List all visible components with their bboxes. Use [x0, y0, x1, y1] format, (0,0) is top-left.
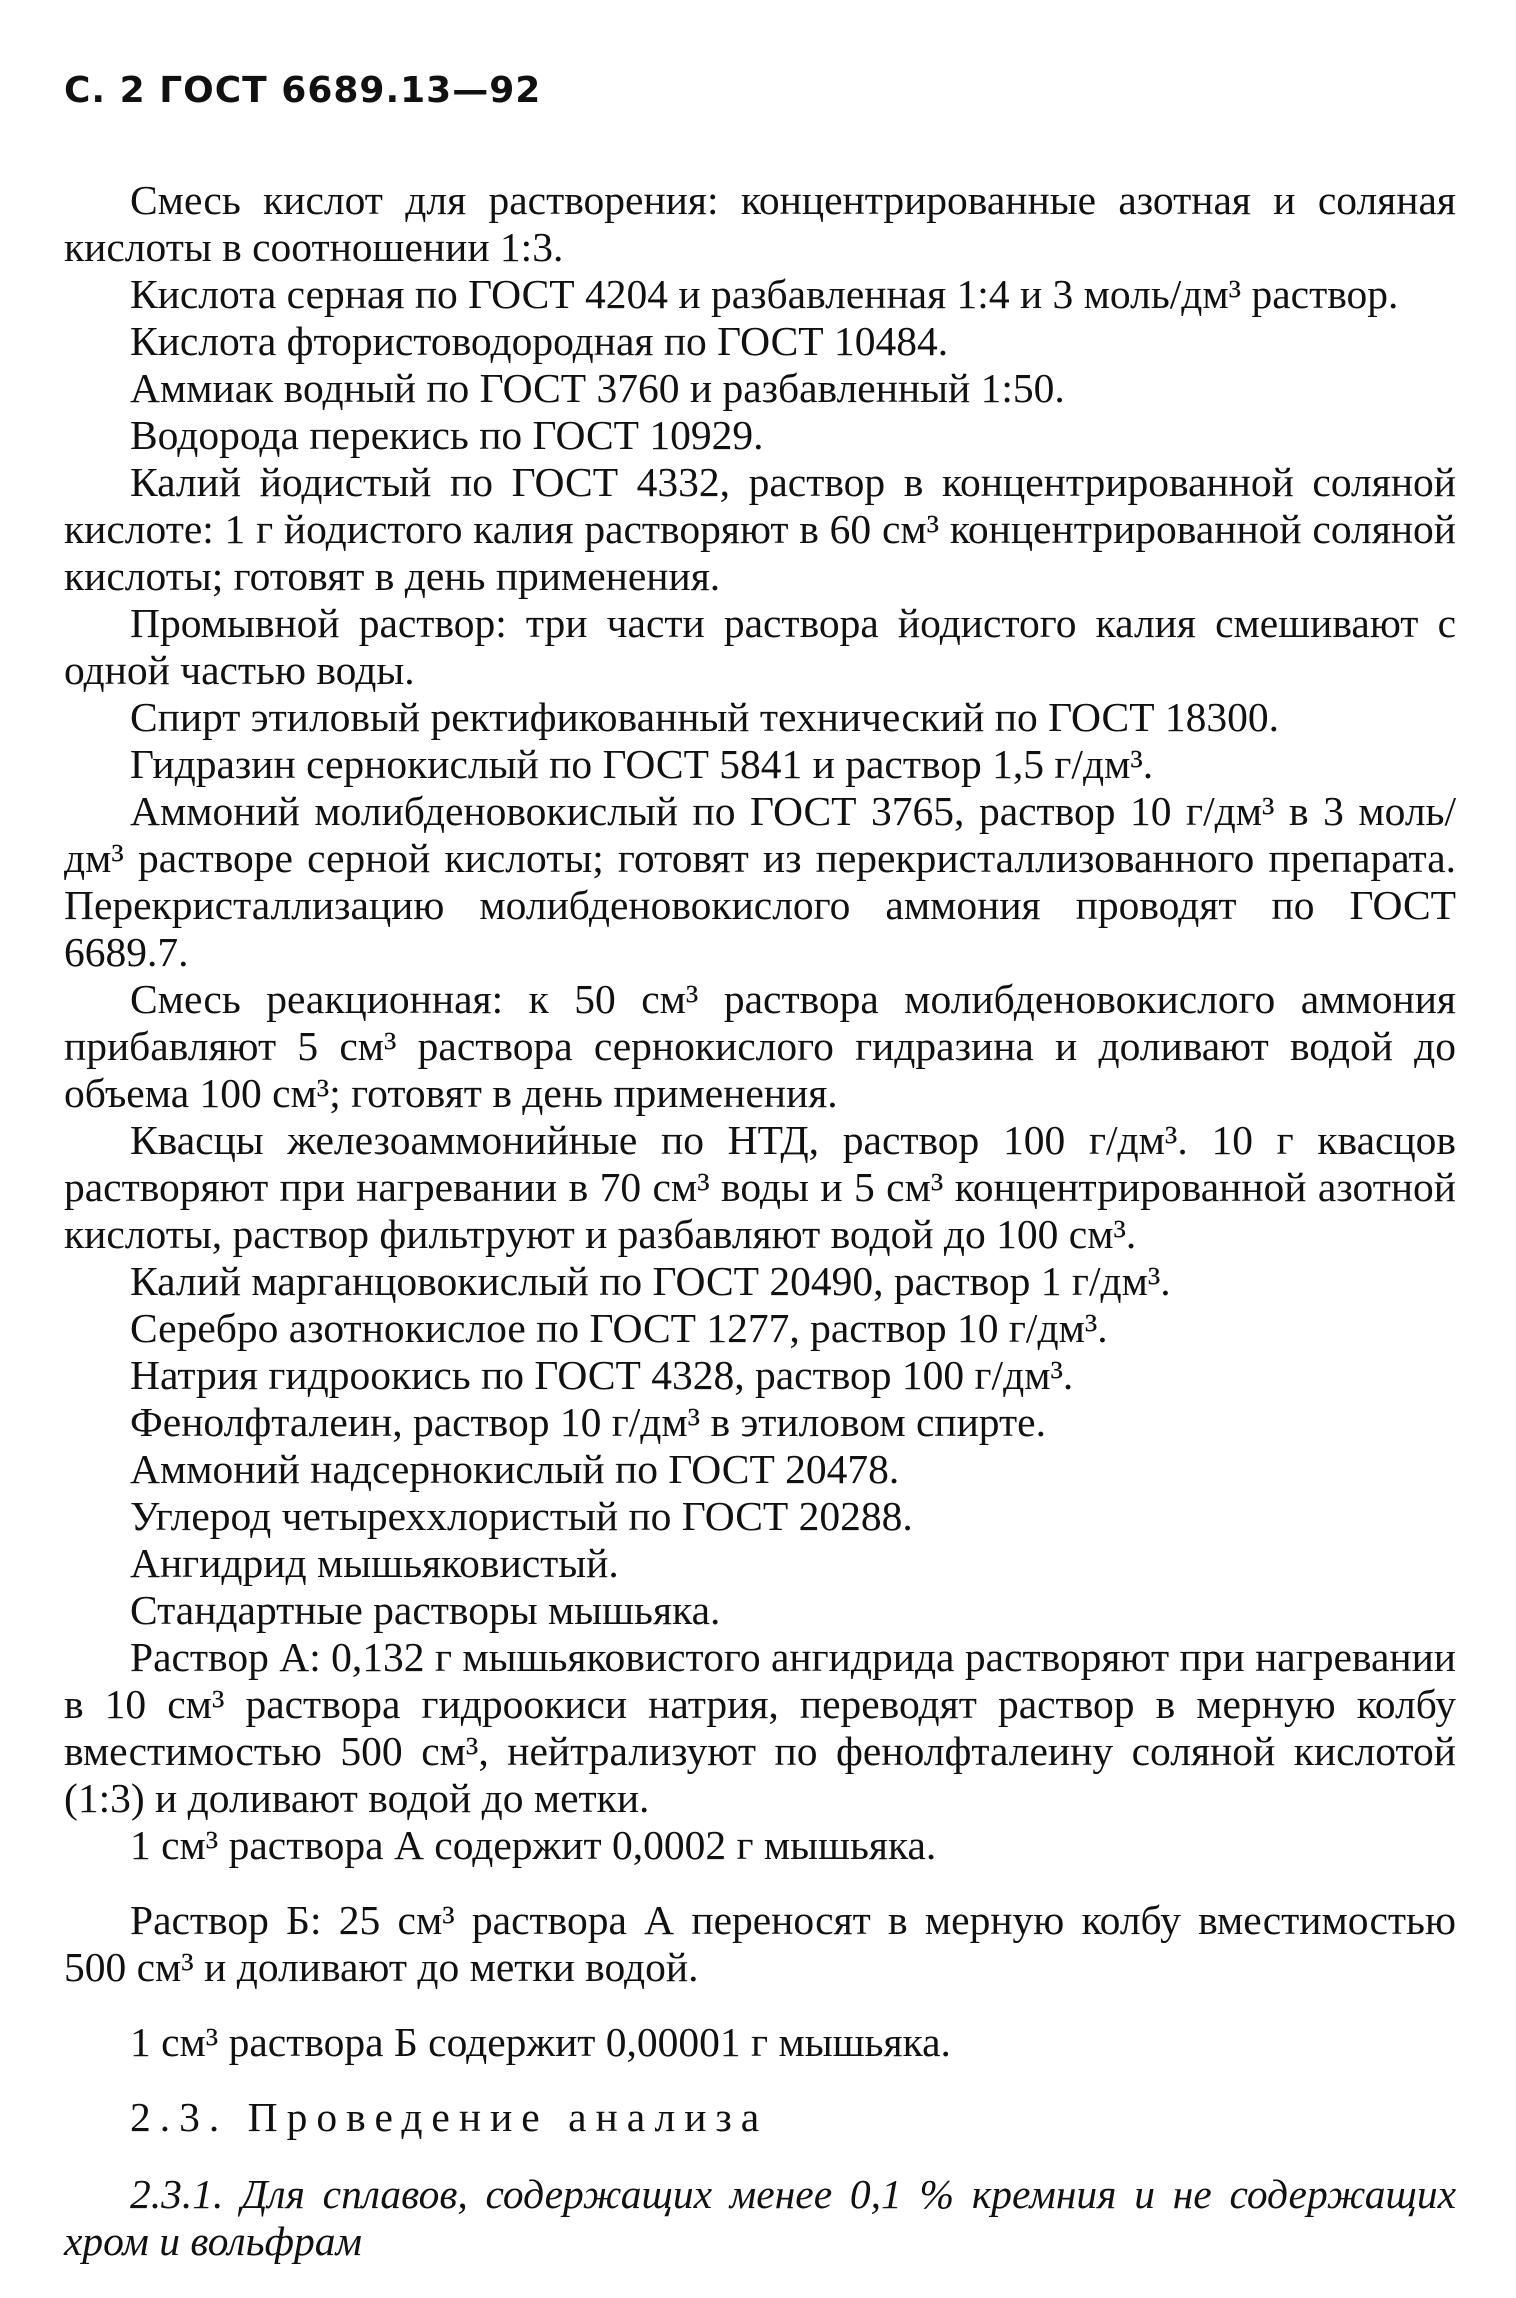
paragraph: Квасцы железоаммонийные по НТД, раствор 100 г/дм³. 10 г квасцов растворяют при нагревании в 70 см³ воды и 5 см³ концентрированной азотной кислоты, раствор фильтруют и разбавляют водой до 100 см³.	[64, 1117, 1456, 1257]
paragraph: 1 см³ раствора А содержит 0,0002 г мышьяка.	[130, 1822, 937, 1868]
page-header: С. 2 ГОСТ 6689.13—92	[64, 70, 542, 111]
subsection-heading: 2.3.1. Для сплавов, содержащих менее 0,1 % кремния и не содержащих хром и вольфрам	[64, 2171, 1456, 2264]
paragraph: Аммоний молибденовокислый по ГОСТ 3765, раствор 10 г/дм³ в 3 моль/дм³ растворе серной кислоты; готовят из перекристаллизованного препарата. Перекристаллизацию молибденовокислого аммония проводят по ГОСТ 6689.7.	[64, 788, 1456, 975]
paragraph: Калий марганцовокислый по ГОСТ 20490, раствор 1 г/дм³.	[130, 1258, 1171, 1304]
paragraph: Аммиак водный по ГОСТ 3760 и разбавленный 1:50.	[130, 365, 1065, 411]
paragraph: 1 см³ раствора Б содержит 0,00001 г мышьяка.	[130, 2019, 951, 2065]
document-body	[64, 177, 1456, 2265]
paragraph: Ангидрид мышьяковистый.	[130, 1540, 619, 1586]
paragraph: Стандартные растворы мышьяка.	[130, 1587, 721, 1633]
paragraph: Раствор А: 0,132 г мышьяковистого ангидрида растворяют при нагревании в 10 см³ раствора гидроокиси натрия, переводят раствор в мерную колбу вместимостью 500 см³, нейтрализуют по фенолфталеину соляной кислотой (1:3) и доливают водой до метки.	[64, 1634, 1456, 1821]
paragraph: Раствор Б: 25 см³ раствора А переносят в мерную колбу вместимостью 500 см³ и доливают до метки водой.	[64, 1897, 1456, 1990]
paragraph: Калий йодистый по ГОСТ 4332, раствор в концентрированной соляной кислоте: 1 г йодистого калия растворяют в 60 см³ концентрированной соляной кислоты; готовят в день применения.	[64, 459, 1456, 599]
section-heading: 2.3. Проведение анализа	[130, 2094, 769, 2140]
paragraph: Кислота фтористоводородная по ГОСТ 10484.	[130, 318, 949, 364]
paragraph: Промывной раствор: три части раствора йодистого калия смешивают с одной частью воды.	[64, 600, 1456, 693]
paragraph: Натрия гидроокись по ГОСТ 4328, раствор 100 г/дм³.	[130, 1352, 1074, 1398]
paragraph: Смесь кислот для растворения: концентрированные азотная и соляная кислоты в соотношении 1:3.	[64, 177, 1456, 270]
paragraph: Смесь реакционная: к 50 см³ раствора молибденовокислого аммония прибавляют 5 см³ раствора сернокислого гидразина и доливают водой до объема 100 см³; готовят в день применения.	[64, 976, 1456, 1116]
paragraph: Водорода перекись по ГОСТ 10929.	[130, 412, 764, 458]
paragraph: Аммоний надсернокислый по ГОСТ 20478.	[130, 1446, 900, 1492]
paragraph: Спирт этиловый ректификованный технический по ГОСТ 18300.	[130, 694, 1280, 740]
paragraph: Серебро азотнокислое по ГОСТ 1277, раствор 10 г/дм³.	[130, 1305, 1108, 1351]
paragraph: Гидразин сернокислый по ГОСТ 5841 и раствор 1,5 г/дм³.	[130, 741, 1154, 787]
paragraph: Фенолфталеин, раствор 10 г/дм³ в этиловом спирте.	[130, 1399, 1046, 1445]
paragraph: Кислота серная по ГОСТ 4204 и разбавленная 1:4 и 3 моль/дм³ раствор.	[130, 271, 1399, 317]
paragraph: Углерод четыреххлористый по ГОСТ 20288.	[130, 1493, 913, 1539]
